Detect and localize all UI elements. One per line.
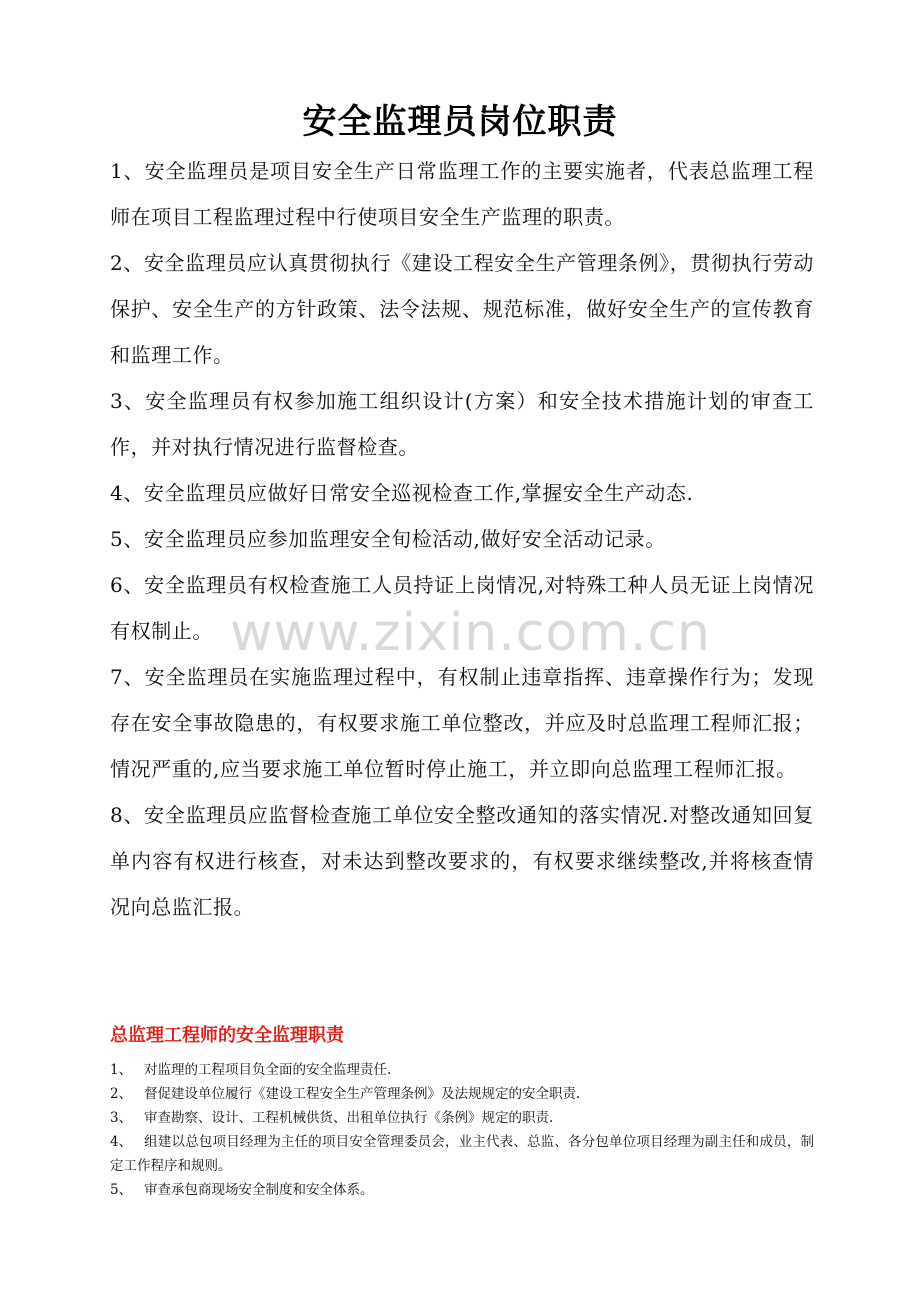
- duty-paragraph-2: 2、安全监理员应认真贯彻执行《建设工程安全生产管理条例》，贯彻执行劳动保护、安全生产的方针政策、法令法规、规范标准，做好安全生产的宣传教育和监理工作。: [110, 251, 814, 367]
- item-text: 审查勘察、设计、工程机械供货、出租单位执行《条例》规定的职责.: [144, 1110, 554, 1126]
- list-item: [110, 1130, 814, 1178]
- watermark: www.zixin.com.cn: [230, 603, 711, 663]
- duties-list: [110, 148, 814, 930]
- list-item: [110, 1178, 814, 1202]
- item-text: 审查承包商现场安全制度和安全体系。: [144, 1182, 374, 1198]
- item-text: 督促建设单位履行《建设工程安全生产管理条例》及法规规定的安全职责.: [144, 1086, 581, 1102]
- duty-paragraph-6: 6、安全监理员有权检查施工人员持证上岗情况,对特殊工种人员无证上岗情况有权制止。: [110, 573, 814, 643]
- list-item: [110, 1106, 814, 1130]
- page-title: 安全监理员岗位职责: [302, 102, 618, 142]
- list-item: [110, 1058, 814, 1082]
- duty-paragraph-5: 5、安全监理员应参加监理安全旬检活动,做好安全活动记录。: [110, 527, 666, 551]
- item-number: 5、: [110, 1182, 133, 1198]
- item-number: 1、: [110, 1062, 133, 1078]
- item-number: 3、: [110, 1110, 133, 1126]
- section-heading: 总监理工程师的安全监理职责: [110, 1025, 344, 1046]
- item-number: 2、: [110, 1086, 133, 1102]
- duty-paragraph-7: 7、安全监理员在实施监理过程中，有权制止违章指挥、违章操作行为；发现存在安全事故隐患的，有权要求施工单位整改，并应及时总监理工程师汇报；情况严重的,应当要求施工单位暂时停止施工，并立即向总监理工程师汇报。: [110, 665, 814, 781]
- chief-duties-list: [110, 1058, 814, 1202]
- item-number: 4、: [110, 1134, 133, 1150]
- item-text: 组建以总包项目经理为主任的项目安全管理委员会，业主代表、总监、各分包单位项目经理为副主任和成员，制定工作程序和规则。: [110, 1134, 814, 1174]
- duty-paragraph-3: 3、安全监理员有权参加施工组织设计(方案）和安全技术措施计划的审查工作，并对执行情况进行监督检查。: [110, 389, 814, 459]
- duty-paragraph-8: 8、安全监理员应监督检查施工单位安全整改通知的落实情况.对整改通知回复单内容有权进行核查，对未达到整改要求的，有权要求继续整改,并将核查情况向总监汇报。: [110, 803, 814, 919]
- duty-paragraph-1: 1、安全监理员是项目安全生产日常监理工作的主要实施者，代表总监理工程师在项目工程监理过程中行使项目安全生产监理的职责。: [110, 159, 814, 229]
- item-text: 对监理的工程项目负全面的安全监理责任.: [144, 1062, 392, 1078]
- duty-paragraph-4: 4、安全监理员应做好日常安全巡视检查工作,掌握安全生产动态.: [110, 481, 694, 505]
- list-item: [110, 1082, 814, 1106]
